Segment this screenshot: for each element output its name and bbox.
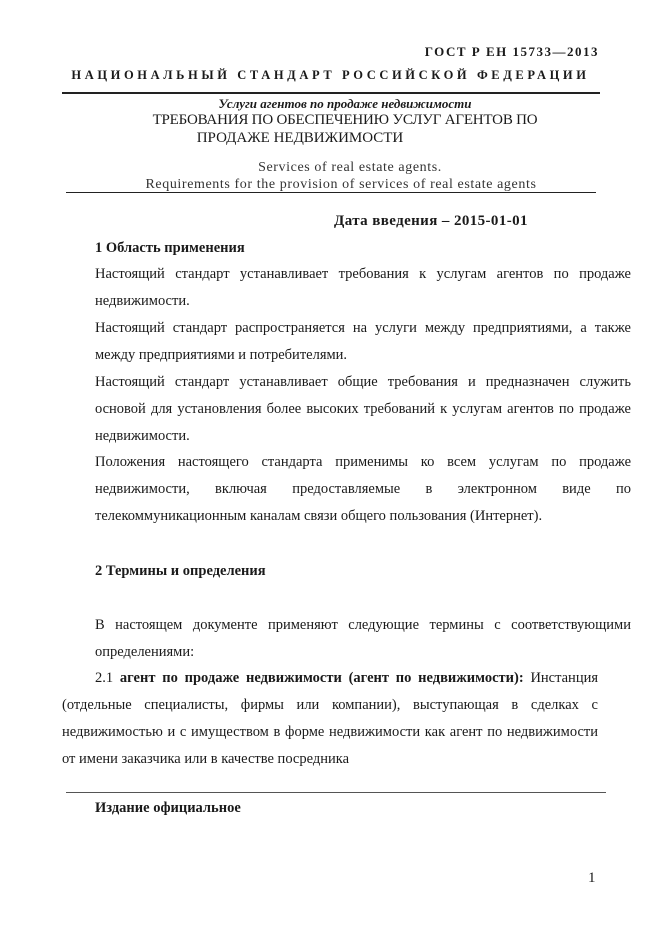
title-ru-line3: ПРОДАЖЕ НЕДВИЖИМОСТИ	[196, 130, 404, 146]
term-number: 2.1	[95, 670, 114, 686]
standard-type-heading: НАЦИОНАЛЬНЫЙ СТАНДАРТ РОССИЙСКОЙ ФЕДЕРАЦИИ	[71, 68, 590, 82]
section1-paragraph-2: Настоящий стандарт распространяется на услуги между предприятиями, а также между предприятиями и потребителями.	[95, 320, 631, 363]
section1-paragraph-3: Настоящий стандарт устанавливает общие требования и предназначен служить основой для установления более высоких требований к услугам агентов по продаже недвижимости.	[95, 374, 631, 444]
section1-paragraph-1: Настоящий стандарт устанавливает требования к услугам агентов по продаже недвижимости.	[95, 266, 631, 309]
header-divider	[62, 92, 600, 94]
title-en-line1: Services of real estate agents.	[258, 160, 442, 175]
term-definition: Инстанция (отдельные специалисты, фирмы или компании), выступающая в сделках с недвижимостью и с имуществом в форме недвижимости как агент по недвижимости от имени заказчика или в качестве посредника	[62, 670, 599, 767]
term-2-1	[62, 665, 598, 773]
title-ru-line2: ТРЕБОВАНИЯ ПО ОБЕСПЕЧЕНИЮ УСЛУГ АГЕНТОВ ПО	[152, 112, 538, 128]
term-name: агент по продаже недвижимости (агент по недвижимости):	[119, 670, 524, 686]
document-designation: ГОСТ Р ЕН 15733—2013	[424, 44, 599, 59]
section1-paragraph-4: Положения настоящего стандарта применимы ко всем услугам по продаже недвижимости, включая предоставляемые в электронном виде по телекоммуникационным каналам связи общего пользования (Интернет).	[95, 454, 631, 524]
introduction-date: Дата введения – 2015-01-01	[334, 213, 528, 229]
title-en-line2: Requirements for the provision of services of real estate agents	[145, 177, 537, 192]
footer-divider	[66, 792, 606, 793]
page-number: 1	[588, 870, 596, 886]
title-divider	[66, 192, 596, 193]
section1-heading: 1 Область применения	[95, 240, 245, 256]
section2-heading: 2 Термины и определения	[95, 563, 266, 579]
edition-label: Издание официальное	[95, 800, 241, 816]
section2-intro: В настоящем документе применяют следующие термины с соответствующими определениями:	[95, 617, 631, 660]
title-ru-line1: Услуги агентов по продаже недвижимости	[218, 96, 472, 111]
